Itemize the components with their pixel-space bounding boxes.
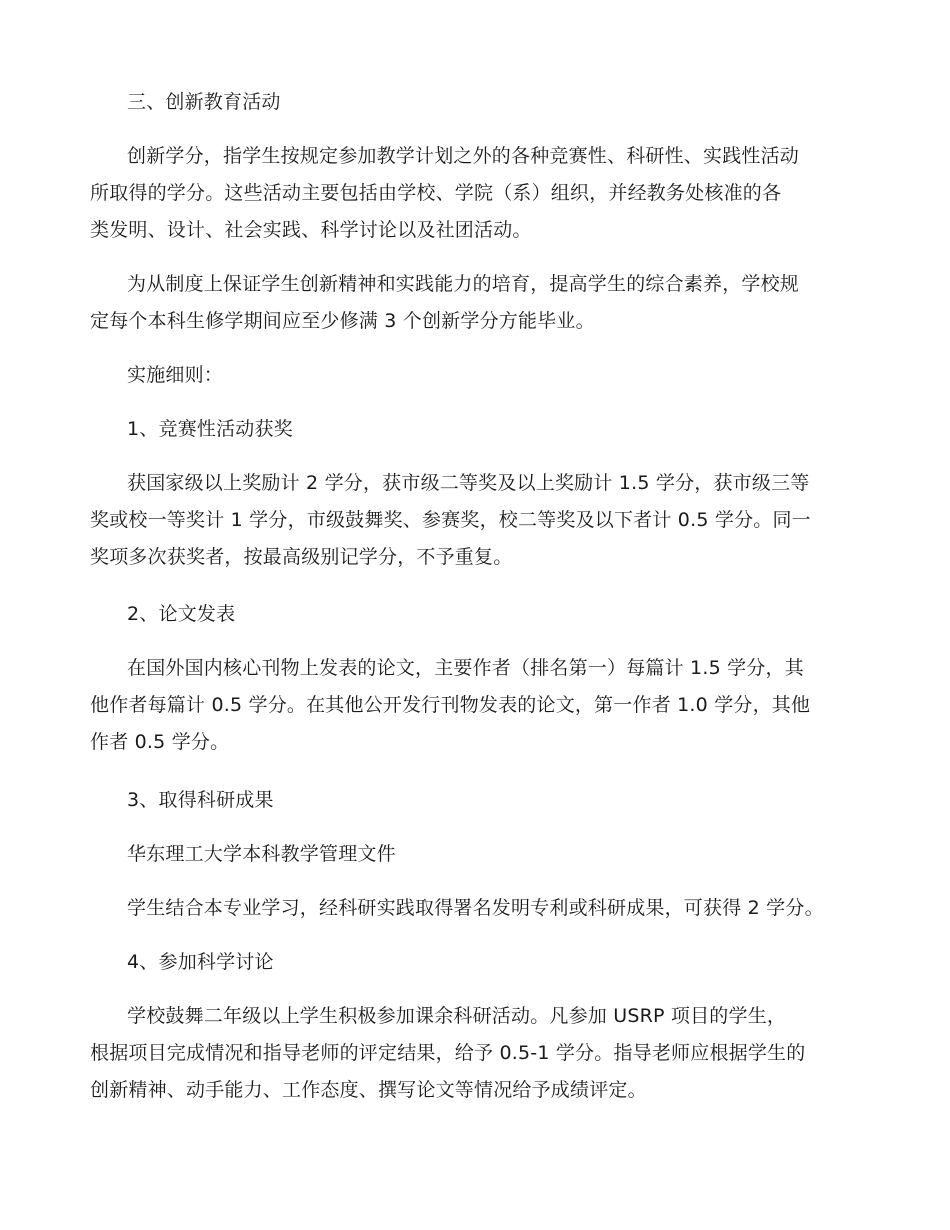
item-text-line: 作者 0.5 学分。 <box>90 731 230 753</box>
intro-paragraph-line: 所取得的学分。这些活动主要包括由学校、学院（系）组织，并经教务处核准的各 <box>90 182 782 204</box>
rules-label: 实施细则： <box>127 364 224 386</box>
item-heading: 4、参加科学讨论 <box>127 951 274 973</box>
item-text-line: 奖项多次获奖者，按最高级别记学分，不予重复。 <box>90 546 513 568</box>
item-heading: 2、论文发表 <box>127 603 236 625</box>
requirement-paragraph-line: 为从制度上保证学生创新精神和实践能力的培育，提高学生的综合素养，学校规 <box>127 273 800 295</box>
item-text-line: 根据项目完成情况和指导老师的评定结果，给予 0.5-1 学分。指导老师应根据学生的 <box>90 1042 806 1064</box>
item-text-line: 他作者每篇计 0.5 学分。在其他公开发行刊物发表的论文，第一作者 1.0 学分，其他 <box>90 694 811 716</box>
intro-paragraph-line: 类发明、设计、社会实践、科学讨论以及社团活动。 <box>90 219 532 241</box>
item-text-line: 创新精神、动手能力、工作态度、撰写论文等情况给予成绩评定。 <box>90 1079 647 1101</box>
intro-paragraph-line: 创新学分，指学生按规定参加教学计划之外的各种竞赛性、科研性、实践性活动 <box>127 145 800 167</box>
item-text-line: 获国家级以上奖励计 2 学分，获市级二等奖及以上奖励计 1.5 学分，获市级三等 <box>127 472 810 494</box>
section-heading: 三、创新教育活动 <box>127 91 281 113</box>
item-text-line: 奖或校一等奖计 1 学分，市级鼓舞奖、参赛奖，校二等奖及以下者计 0.5 学分。同一 <box>90 509 811 531</box>
item-text-line: 在国外国内核心刊物上发表的论文，主要作者（排名第一）每篇计 1.5 学分，其 <box>127 657 804 679</box>
item-text-line: 学生结合本专业学习，经科研实践取得署名发明专利或科研成果，可获得 2 学分。 <box>127 897 824 919</box>
running-header: 华东理工大学本科教学管理文件 <box>127 843 396 865</box>
requirement-paragraph-line: 定每个本科生修学期间应至少修满 3 个创新学分方能毕业。 <box>90 310 595 332</box>
item-text-line: 学校鼓舞二年级以上学生积极参加课余科研活动。凡参加 USRP 项目的学生， <box>127 1005 787 1027</box>
item-heading: 3、取得科研成果 <box>127 789 274 811</box>
item-heading: 1、竞赛性活动获奖 <box>127 418 293 440</box>
